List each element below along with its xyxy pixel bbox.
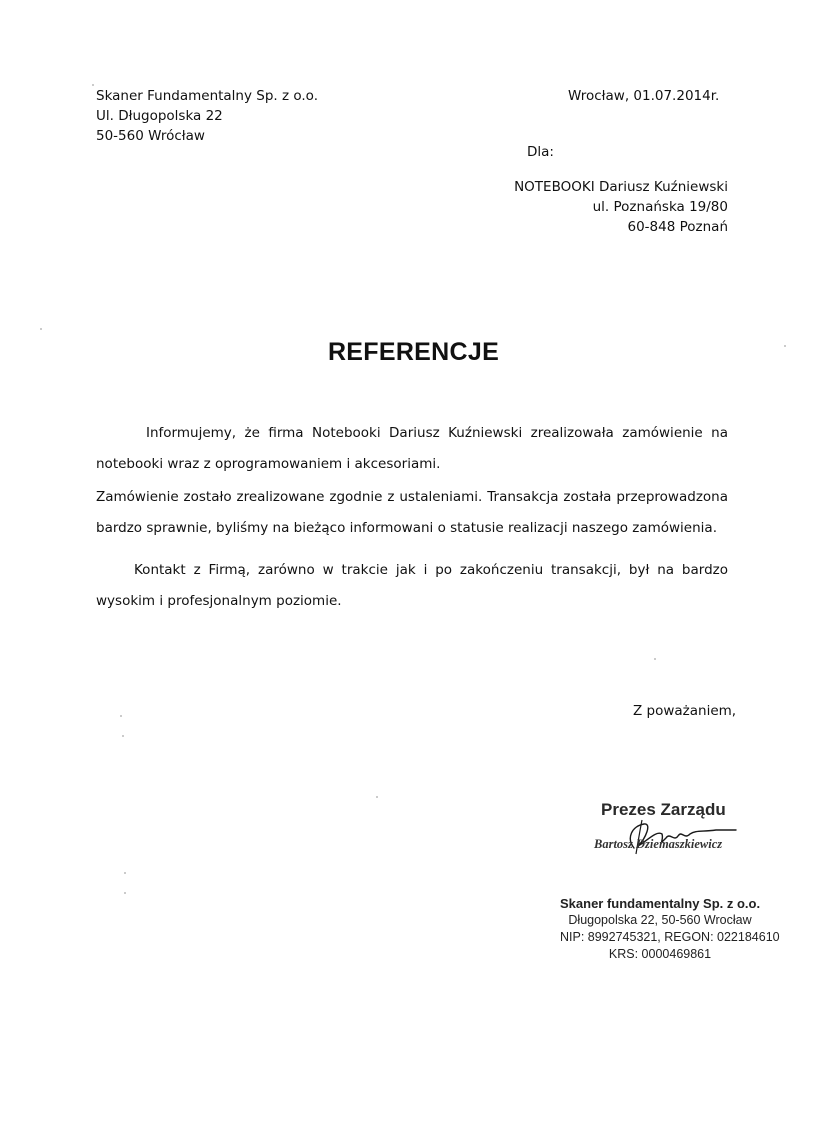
letter-date: Wrocław, 01.07.2014r. <box>568 88 720 104</box>
signature-stamp-name: Bartosz Dziemaszkiewicz <box>594 837 723 851</box>
recipient-address <box>514 177 728 237</box>
company-stamp-address: Długopolska 22, 50-560 Wrocław <box>568 913 752 927</box>
company-stamp-ids: NIP: 8992745321, REGON: 022184610 <box>560 930 780 944</box>
recipient-name: NOTEBOOKI Dariusz Kuźniewski <box>514 179 728 195</box>
sender-company: Skaner Fundamentalny Sp. z o.o. <box>96 88 318 104</box>
company-stamp-krs: KRS: 0000469861 <box>608 947 712 961</box>
closing-salutation: Z poważaniem, <box>633 703 737 719</box>
recipient-street: ul. Poznańska 19/80 <box>592 199 728 215</box>
scan-speck <box>120 715 122 717</box>
company-stamp-name: Skaner fundamentalny Sp. z o.o. <box>560 896 761 911</box>
document-title: REFERENCJE <box>327 338 500 366</box>
scan-speck <box>122 735 124 737</box>
company-stamp <box>560 895 780 963</box>
sender-city: 50-560 Wrócław <box>96 128 205 144</box>
sender-street: Ul. Długopolska 22 <box>96 108 223 124</box>
sender-address <box>96 86 318 146</box>
scan-speck <box>92 84 94 86</box>
paragraph-1: Informujemy, że firma Notebooki Dariusz Kuźniewski zrealizowała zamówienie na notebooki wraz z oprogramowaniem i akcesoriami. <box>96 425 728 472</box>
scan-speck <box>124 892 126 894</box>
scan-speck <box>654 658 656 660</box>
scan-speck <box>784 345 786 347</box>
recipient-city: 60-848 Poznań <box>627 219 728 235</box>
paragraph-2: Zamówienie zostało zrealizowane zgodnie z ustaleniami. Transakcja została przeprowadzona bardzo sprawnie, byliśmy na bieżąco informowani o statusie realizacji naszego zamówienia. <box>96 489 728 536</box>
recipient-label: Dla: <box>527 144 554 160</box>
scan-speck <box>376 796 378 798</box>
signature-stamp-role: Prezes Zarządu <box>601 800 726 819</box>
scan-speck <box>40 328 42 330</box>
scan-speck <box>124 872 126 874</box>
paragraph-3: Kontakt z Firmą, zarówno w trakcie jak i po zakończeniu transakcji, był na bardzo wysokim i profesjonalnym poziomie. <box>96 562 728 609</box>
